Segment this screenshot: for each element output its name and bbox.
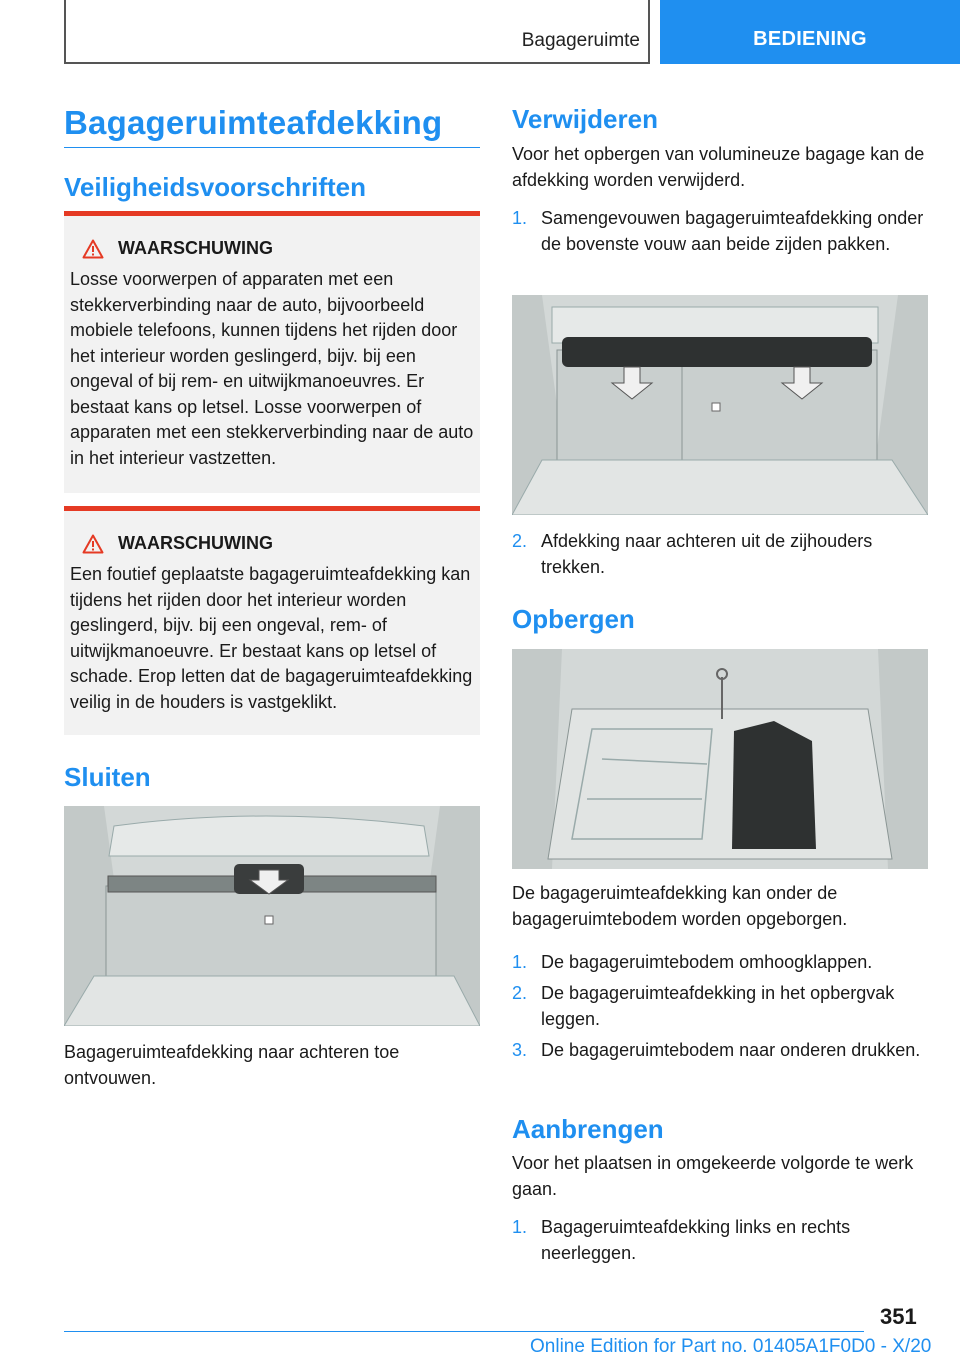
header-section-title: Bagageruimte [521, 30, 640, 51]
remove-heading: Verwijderen [512, 104, 658, 134]
step-number: 3. [512, 1040, 528, 1060]
store-heading: Opbergen [512, 604, 635, 634]
install-intro: Voor het plaatsen in omgekeerde volgorde te werk gaan. [512, 1153, 914, 1199]
page-title: Bagageruimteafdekking [64, 104, 443, 141]
close-heading: Sluiten [64, 762, 151, 792]
step-number: 2. [512, 531, 528, 551]
step-text: Afdekking naar achteren uit de zijhouders trekken. [541, 531, 873, 577]
header-chapter-tab: BEDIENING [660, 0, 960, 64]
warning-title-1 [82, 238, 474, 259]
list-item [512, 950, 928, 976]
warning-text-2: Een foutief geplaatste bagageruimteafdekking kan tijdens het rijden door het interieur worden geslingerd, bijv. bij een ongeval, rem- of uitwijkmanoeuvre. Er bestaat kans op letsel of schade. Erop letten dat de bagageruimteafdekking veilig in de houders is vastgeklikt. [70, 564, 473, 712]
list-item [512, 1038, 928, 1064]
close-caption: Bagageruimteafdekking naar achteren toe ontvouwen. [64, 1042, 400, 1088]
warning-label-2: WAARSCHUWING [118, 533, 273, 553]
warning-label-1: WAARSCHUWING [118, 238, 273, 258]
step-text: De bagageruimtebodem naar onderen drukken. [541, 1040, 921, 1060]
step-number: 1. [512, 1217, 528, 1237]
step-text: Samengevouwen bagageruimteafdekking onder de bovenste vouw aan beide zijden pakken. [541, 208, 924, 254]
trunk-cover-folded-illustration [512, 295, 928, 515]
footer-rule [64, 1331, 864, 1332]
install-heading: Aanbrengen [512, 1114, 664, 1144]
remove-intro: Voor het opbergen van volumineuze bagage kan de afdekking worden verwijderd. [512, 144, 925, 190]
step-text: De bagageruimtebodem omhoogklappen. [541, 952, 873, 972]
warning-box-1 [64, 211, 480, 493]
step-text: Bagageruimteafdekking links en rechts neerleggen. [541, 1217, 851, 1263]
page-number: 351 [880, 1304, 917, 1329]
list-item [512, 206, 928, 257]
list-item [512, 529, 928, 580]
trunk-storage-compartment-illustration [512, 649, 928, 869]
store-intro: De bagageruimteafdekking kan onder de bagageruimtebodem worden opgeborgen. [512, 883, 848, 929]
trunk-cover-closed-illustration [64, 806, 480, 1026]
step-number: 1. [512, 208, 528, 228]
warning-triangle-icon [82, 239, 104, 259]
step-number: 2. [512, 983, 528, 1003]
title-rule [64, 147, 480, 148]
warning-title-2 [82, 533, 474, 554]
warning-text-1: Losse voorwerpen of apparaten met een stekkerverbinding naar de auto, bijvoorbeeld mobiele telefoons, kunnen tijdens het rijden door het interieur worden geslingerd, bijv. bij een ongeval of bij rem- en uitwijkmanoeuvres. Er bestaat kans op letsel. Losse voorwerpen of apparaten met een stekkerverbinding naar de auto in het interieur vastzetten. [70, 269, 474, 468]
step-number: 1. [512, 952, 528, 972]
step-text: De bagageruimteafdekking in het opbergvak leggen. [541, 983, 895, 1029]
footer-edition: Online Edition for Part no. 01405A1F0D0 - X/20 [530, 1336, 932, 1357]
warning-triangle-icon [82, 534, 104, 554]
safety-heading: Veiligheidsvoorschriften [64, 172, 366, 202]
warning-box-2 [64, 506, 480, 735]
list-item [512, 1215, 928, 1266]
list-item [512, 981, 928, 1032]
